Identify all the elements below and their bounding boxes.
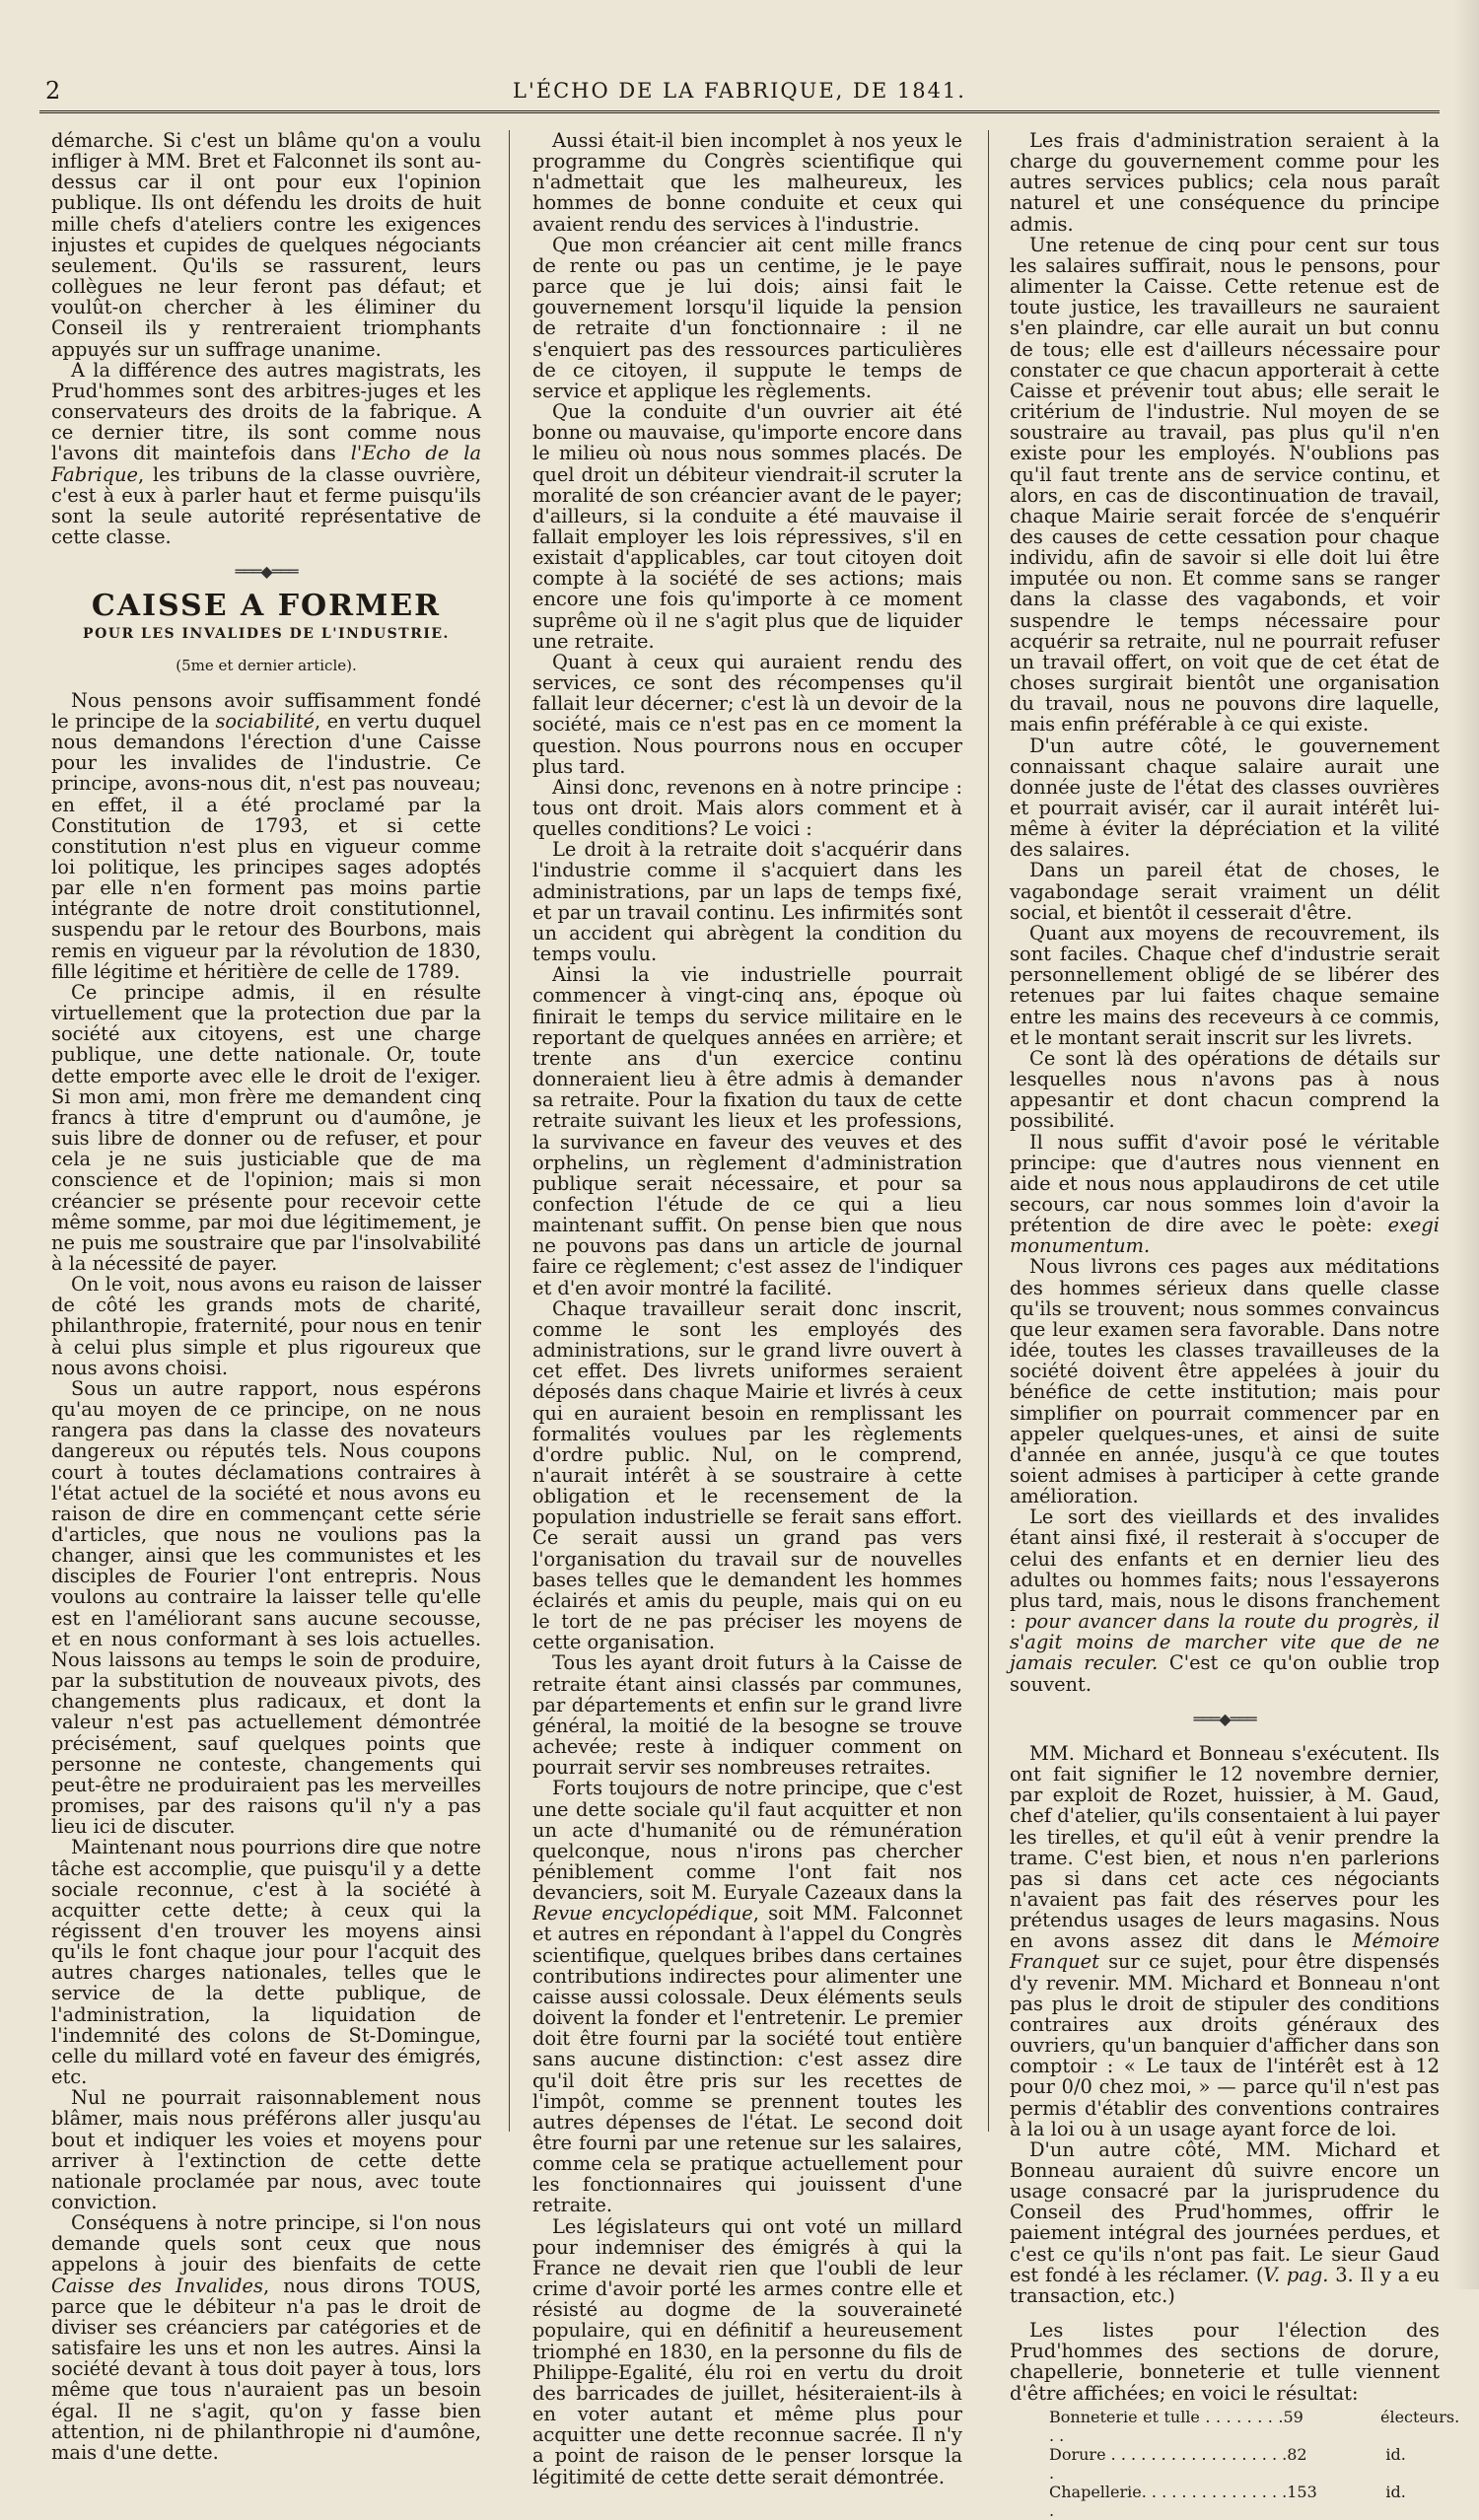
paragraph: Le droit à la retraite doit s'acquérir dans l'industrie comme il s'acquiert dans les administrations, par un laps de temps fixé, et par un travail continu. Les infirmités sont un accident qui abrègent la condition du temps voulu. bbox=[532, 838, 962, 966]
list-count: 59 bbox=[1283, 2407, 1303, 2426]
emphasis: pour avancer dans la route du progrès, il s'agit moins de marcher vite que de ne jamais reculer. bbox=[1010, 1610, 1441, 1675]
publication-title: Revue encyclopédique bbox=[532, 1902, 753, 1925]
paragraph: On le voit, nous avons eu raison de laisser de côté les grands mots de charité, philanthropie, fraternité, pour nous en tenir à celui plus simple et plus rigoureux que nous avons choisi. bbox=[51, 1273, 481, 1379]
page-edge-shadow bbox=[1453, 0, 1479, 2289]
text-run: , nous dirons TOUS, parce que le débiteur n'a pas le droit de diviser ses créanciers par catégories et de satisfaire les uns et non les autres. Ainsi la société devant à tous doit payer à tous, lors même que tous n'auraient pas un besoin égal. Il ne s'agit, qu'on y fasse bien attention, ni de philanthropie ni d'aumône, mais d'une dette. bbox=[51, 2274, 481, 2464]
list-item bbox=[1049, 2483, 1440, 2520]
paragraph: Ainsi la vie industrielle pourrait commencer à vingt-cinq ans, époque où finirait le temps du service militaire en le reportant de quelques années en arrière; et trente ans d'un exercice continu donneraient lieu à être admis à demander sa retraite. Pour la fixation du taux de cette retraite suivant les lieux et les professions, la survivance en faveur des veuves et des orphelins, un règlement d'administration publique serait nécessaire, et pour sa confection l'étude de ce qui a lieu maintenant suffit. On pense bien que nous ne pouvons pas dans un article de journal faire ce règlement; c'est assez de l'indiquer et d'en avoir montré la facilité. bbox=[532, 963, 962, 1299]
paragraph bbox=[532, 1778, 962, 2215]
publication-title: Mémoire Franquet bbox=[1010, 1929, 1440, 1974]
paragraph: Ce principe admis, il en résulte virtuellement que la protection due par la société aux citoyens, est une charge publique, une dette nationale. Or, toute dette emporte avec elle le droit de l'exiger. Si mon ami, mon frère me demandent cinq francs à titre d'emprunt ou d'aumône, je suis libre de donner ou de refuser, et pour cela je ne suis justiciable que de ma conscience et de l'opinion; mais si mon créancier se présente pour recevoir cette même somme, par moi due légitimement, je ne puis me soustraire que par l'insolvabilité à la nécessité de payer. bbox=[51, 980, 481, 1275]
column-2 bbox=[532, 129, 962, 2488]
paragraph: Nous livrons ces pages aux méditations des hommes sérieux dans quelle classe qu'ils se trouvent; nous sommes convaincus que leur examen sera favorable. Dans notre idée, toutes les classes travailleuses de la société doivent être appelées à jouir du bénéfice de cette institution; mais pour simplifier on pourrait commencer par en appeler quelques-unes, et ainsi de suite d'année en année, jusqu'à ce que toutes soient admises à participer à cette grande amélioration. bbox=[1010, 1255, 1440, 1508]
section-separator: ═══◆═══ bbox=[1193, 1709, 1256, 1728]
article-heading bbox=[51, 589, 481, 675]
list-label: Chapellerie. . . . . . . . . . . . . . . . bbox=[1049, 2482, 1288, 2520]
page-header bbox=[39, 71, 1440, 110]
elector-list bbox=[1049, 2407, 1460, 2520]
paragraph bbox=[1010, 1132, 1440, 1257]
list-count: 82 bbox=[1287, 2444, 1307, 2464]
column-1 bbox=[51, 129, 482, 2464]
paragraph: Ainsi donc, revenons en à notre principe : tous ont droit. Mais alors comment et à quelles conditions? Le voici : bbox=[532, 775, 962, 841]
paragraph: Sous un autre rapport, nous espérons qu'au moyen de ce principe, on ne nous rangera pas dans la classe des novateurs dangereux ou réputés tels. Nous coupons court à toutes déclamations contraires à l'état actuel de la société et nous avons eu raison de dire en commençant cette série d'articles, que nous ne voulions pas la changer, ainsi que les communistes et les disciples de Fourier l'ont entrepris. Nous voulons au contraire la laisser telle qu'elle est en l'améliorant sans aucune secousse, et en nous conformant à ses lois actuelles. Nous laissons au temps le soin de produire, par la substitution de nouveaux pivots, des changements plus radicaux, et dont la valeur n'est pas actuellement démontrée précisément, sauf quelques points que personne ne conteste, changements qui peut-être ne produiraient pas les merveilles promises, par des raisons qu'il n'y a pas lieu ici de discuter. bbox=[51, 1376, 481, 1839]
paragraph: démarche. Si c'est un blâme qu'on a voulu infliger à MM. Bret et Falconnet ils sont au-dessus car il ont pour eux l'opinion publique. Ils ont défendu les droits de huit mille chefs d'ateliers contre les exigences injustes et cupides de quelques négociants seulement. Qu'ils se rassurent, leurs collègues ne leur feront pas défaut; et voulût-on chercher à les éliminer du Conseil ils y rentreraient triomphants appuyés sur un suffrage unanime. bbox=[51, 129, 481, 361]
text-run: Le sort des vieillards et des invalides étant ainsi fixé, il resterait à s'occuper de celui des enfants et en dernier lieu des adultes ou hommes faits; nous l'essayerons plus tard, mais, nous le disons franchement : bbox=[1010, 1505, 1440, 1634]
article-subtitle: POUR LES INVALIDES DE L'INDUSTRIE. bbox=[83, 626, 450, 643]
text-run: A la différence des autres magistrats, les Prud'hommes sont des arbitres-juges et les conservateurs des droits de la fabrique. A ce dernier titre, ils sont comme nous l'avons dit maintefois dans bbox=[51, 358, 481, 465]
paragraph: Dans un pareil état de choses, le vagabondage serait vraiment un délit social, et bientôt il cesserait d'être. bbox=[1010, 859, 1440, 924]
column-divider bbox=[988, 130, 989, 2132]
reference: V. pag. bbox=[1263, 2263, 1329, 2286]
paragraph: Que la conduite d'un ouvrier ait été bonne ou mauvaise, qu'importe encore dans le milieu où nous nous sommes placés. De quel droit un débiteur viendrait-il scruter la moralité de son créancier avant de le payer; d'ailleurs, si la conduite a été mauvaise il fallait employer les lois répressives, s'il en existait d'applicables, car tout citoyen doit compte à la société de ses actions; mais encore une fois qu'importe à ce moment suprême où il ne s'agit plus que de liquider une retraite. bbox=[532, 400, 962, 653]
header-rule bbox=[39, 110, 1440, 113]
text-run: sur ce sujet, pour être dispensés d'y revenir. MM. Michard et Bonneau n'ont pas plus le droit de stipuler des conditions contraires aux droits généraux des ouvriers, qu'un banquier d'afficher dans son comptoir : « Le taux de l'intérêt est à 12 pour 0/0 chez moi, » — parce qu'il n'est pas permis d'établir des conventions contraires à la loi ou à un usage ayant force de loi. bbox=[1010, 1950, 1440, 2140]
paragraph: Les législateurs qui ont voté un millard pour indemniser des émigrés à qui la France ne devait rien que l'oubli de leur crime d'avoir porté les armes contre elle et résisté au dogme de la souveraineté populaire, qui en définitif a heureusement triomphé en 1830, en la personne du fils de Philippe-Egalité, élu roi en vertu du droit des barricades de juillet, hésiteraient-ils à en voter autant et même plus pour acquitter une dette reconnue sacrée. Il n'y a point de raison de le penser lorsque la légitimité de cette dette serait démontrée. bbox=[532, 2214, 962, 2488]
list-unit: id. bbox=[1385, 2482, 1406, 2501]
paragraph: Une retenue de cinq pour cent sur tous les salaires suffirait, nous le pensons, pour alimenter la Caisse. Cette retenue est de toute justice, les travailleurs ne sauraient s'en plaindre, car elle aurait un but connu de tous; elle est d'ailleurs nécessaire pour constater ce que chacun apporterait à cette Caisse et prévenir tout abus; elle serait le critérium de l'industrie. Nul moyen de se soustraire au travail, pas plus qu'il n'en existe pour les employés. N'oublions pas qu'il faut trente ans de service continu, et alors, en cas de discontinuation de travail, chaque Mairie serait forcée de s'enquérir des causes de cette cessation pour chaque individu, afin de savoir si elle doit lui être imputée ou non. Et comme sans se ranger dans la classe des vagabonds, et voir suspendre le temps nécessaire pour acquérir sa retraite, nul ne pourrait refuser un travail offert, on voit que de cet état de choses surgirait bientôt une organisation du travail, nous ne pouvons dire laquelle, mais enfin préférable à ce qui existe. bbox=[1010, 233, 1440, 736]
text-run: Il nous suffit d'avoir posé le véritable principe: que d'autres nous viennent en aide et nous nous applaudirons de cet utile secours, car nous sommes loin d'avoir la prétention de dire avec le poète: bbox=[1010, 1130, 1440, 1237]
text-run: Conséquens à notre principe, si l'on nous demande quels sont ceux que nous appelons à jouir des bienfaits de cette bbox=[51, 2211, 481, 2276]
paragraph: Nul ne pourrait raisonnablement nous blâmer, mais nous préférons aller jusqu'au bout et indiquer les voies et moyens pour arriver à l'extinction de cette dette nationale proclamée par nous, avec toute conviction. bbox=[51, 2086, 481, 2213]
emphasis: Caisse des Invalides bbox=[51, 2274, 263, 2297]
column-3 bbox=[1010, 129, 1460, 2520]
emphasis: sociabilité bbox=[215, 709, 316, 733]
paragraph: Tous les ayant droit futurs à la Caisse de retraite étant ainsi classés par communes, par départements et enfin sur le grand livre général, la moitié de la besogne se trouve achevée; reste à indiquer comment on pourrait servir ses nombreuses retraites. bbox=[532, 1651, 962, 1780]
list-item bbox=[1049, 2445, 1440, 2483]
paragraph bbox=[1010, 2139, 1440, 2306]
text-run: Forts toujours de notre principe, que c'est une dette sociale qu'il faut acquitter et non un acte d'humanité ou de rémunération quelconque, nous n'irons pas chercher péniblement comme l'ont fait nos devanciers, soit M. Euryale Cazeaux dans la bbox=[532, 1777, 962, 1905]
paragraph bbox=[1010, 1743, 1440, 2139]
paragraph: Quant à ceux qui auraient rendu des services, ce sont des récompenses qu'il fallait leur décerner; c'est là un devoir de la société, mais ce n'est pas en ce moment la question. Nous pourrons nous en occuper plus tard. bbox=[532, 650, 962, 778]
paragraph bbox=[51, 360, 481, 547]
paragraph bbox=[1010, 1506, 1440, 1694]
paragraph: Les frais d'administration seraient à la charge du gouvernement comme pour les autres services publics; cela nous paraît naturel et une conséquence du principe admis. bbox=[1010, 129, 1440, 236]
section-separator: ═══◆═══ bbox=[235, 562, 298, 582]
text-run: 3. Il y a eu transaction, etc.) bbox=[1010, 2263, 1440, 2307]
page-number: 2 bbox=[45, 77, 61, 105]
column-divider bbox=[509, 130, 510, 2132]
paragraph: Ce sont là des opérations de détails sur lesquelles nous n'avons pas à nous appesantir et dont chacun comprend la possibilité. bbox=[1010, 1046, 1440, 1133]
paragraph: Que mon créancier ait cent mille francs de rente ou pas un centime, je le paye parce que je lui dois; ainsi fait le gouvernement lorsqu'il liquide la pension de retraite d'un fonctionnaire : il ne s'enquiert pas des ressources particulières de ce citoyen, il suppute le temps de service et applique les règlements. bbox=[532, 233, 962, 402]
paragraph: Chaque travailleur serait donc inscrit, comme le sont les employés des administrations, sur le grand livre ouvert à cet effet. Des livrets uniformes seraient déposés dans chaque Mairie et livrés à ceux qui en auraient besoin en remplissant les formalités voulues par les règlements d'ordre public. Nul, on le comprend, n'aurait intérêt à se soustraire à cette obligation et le recensement de la population industrielle se ferait sans effort. Ce serait aussi un grand pas vers l'organisation du travail sur de nouvelles bases telles que le demandent les hommes éclairés et amis du peuple, mais qui on eu le tort de ne pas préciser les moyens de cette organisation. bbox=[532, 1296, 962, 1654]
list-unit: id. bbox=[1385, 2444, 1406, 2464]
paragraph: Aussi était-il bien incomplet à nos yeux le programme du Congrès scientifique qui n'admettait que les malheureux, les hommes de bonne conduite et ceux qui avaient rendu des services à l'industrie. bbox=[532, 129, 962, 236]
paragraph: Maintenant nous pourrions dire que notre tâche est accomplie, que puisqu'il y a dette sociale reconnue, c'est à la société à acquitter cette dette; à ceux qui la régissent d'en trouver les moyens ainsi qu'ils le font chaque jour pour l'acquit des autres charges nationales, telles que le service de la dette publique, de l'administration, la liquidation de l'indemnité des colons de St-Domingue, celle du millard voté en faveur des émigrés, etc. bbox=[51, 1836, 481, 2089]
text-run: MM. Michard et Bonneau s'exécutent. Ils ont fait signifier le 12 novembre dernier, par exploit de Rozet, huissier, à M. Gaud, chef d'atelier, qu'ils consentaient à lui payer les tirelles, et qu'il eût à venir prendre la trame. C'est bien, et nous n'en parlerions pas si dans cet acte ces négociants n'avaient pas fait des réserves pour les prétendus usages de leurs magasins. Nous en avons assez dit dans le bbox=[1010, 1741, 1440, 1953]
text-run: , les tribuns de la classe ouvrière, c'est à eux à parler haut et ferme puisqu'ils sont la seule autorité représentative de cette classe. bbox=[51, 462, 481, 548]
quotation: exegi monumentum. bbox=[1010, 1214, 1440, 1258]
list-unit: électeurs. bbox=[1380, 2407, 1460, 2426]
paragraph: D'un autre côté, le gouvernement connaissant chaque salaire aurait une donnée juste de l'état des classes ouvrières et pourrait avisér, car il aurait intérêt lui-même à éviter la dépréciation et la vilité des salaires. bbox=[1010, 734, 1440, 862]
list-label: Bonneterie et tulle . . . . . . . . . . bbox=[1049, 2407, 1284, 2445]
list-count: 153 bbox=[1287, 2482, 1317, 2501]
text-run: C'est ce qu'on oublie trop souvent. bbox=[1010, 1651, 1440, 1696]
text-run: , soit MM. Falconnet et autres en répondant à l'appel du Congrès scientifique, quelques bribes dans certaines contributions indirectes pour alimenter une caisse aussi colossale. Deux éléments seuls doivent la fonder et l'entretenir. Le premier doit être fourni par la société tout entière sans aucune distinction: c'est assez dire qu'il doit être pris sur les recettes de l'impôt, comme se prennent toutes les autres dépenses de l'état. Le second doit être fourni par une retenue sur les salaires, comme cela se pratique actuellement pour les fonctionnaires qui jouissent d'une retraite. bbox=[532, 1902, 962, 2217]
text-run: D'un autre côté, MM. Michard et Bonneau auraient dû suivre encore un usage consacré par la jurisprudence du Conseil des Prud'hommes, offrir le paiement intégral des journées perdues, et c'est ce qu'ils n'ont pas fait. Le sieur Gaud est fondé à les réclamer. ( bbox=[1010, 2137, 1440, 2286]
list-label: Dorure . . . . . . . . . . . . . . . . . . . bbox=[1049, 2444, 1288, 2483]
publication-title: l'Echo de la Fabrique bbox=[51, 442, 482, 486]
paragraph bbox=[51, 2212, 481, 2463]
paragraph: Quant aux moyens de recouvrement, ils sont faciles. Chaque chef d'industrie serait personnellement obligé de se libérer des retenues par lui faites chaque semaine entre les mains des receveurs à ce commis, et le montant serait inscrit sur les livrets. bbox=[1010, 921, 1440, 1049]
paragraph bbox=[51, 690, 481, 982]
list-item bbox=[1049, 2407, 1460, 2445]
text-run: , en vertu duquel nous demandons l'érection d'une Caisse pour les invalides de l'industrie. Ce principe, avons-nous dit, n'est pas nouveau; en effet, il a été proclamé par la Constitution de 1793, et si cette constitution n'est plus en vigueur comme loi politique, les principes sages adoptés par elle n'en forment pas moins partie intégrante de notre droit constitutionnel, suspendu par le retour des Bourbons, mais remis en vigueur par la révolution de 1830, fille légitime et héritière de celle de 1789. bbox=[51, 709, 481, 983]
article-note: (5me et dernier article). bbox=[176, 656, 357, 674]
article-title: CAISSE A FORMER bbox=[91, 589, 442, 624]
text-run: Nous pensons avoir suffisamment fondé le principe de la bbox=[51, 688, 481, 733]
paragraph: Les listes pour l'élection des Prud'hommes des sections de dorure, chapellerie, bonneterie et tulle viennent d'être affichées; en voici le résultat: bbox=[1010, 2319, 1440, 2405]
running-title: L'ÉCHO DE LA FABRIQUE, DE 1841. bbox=[513, 79, 966, 103]
